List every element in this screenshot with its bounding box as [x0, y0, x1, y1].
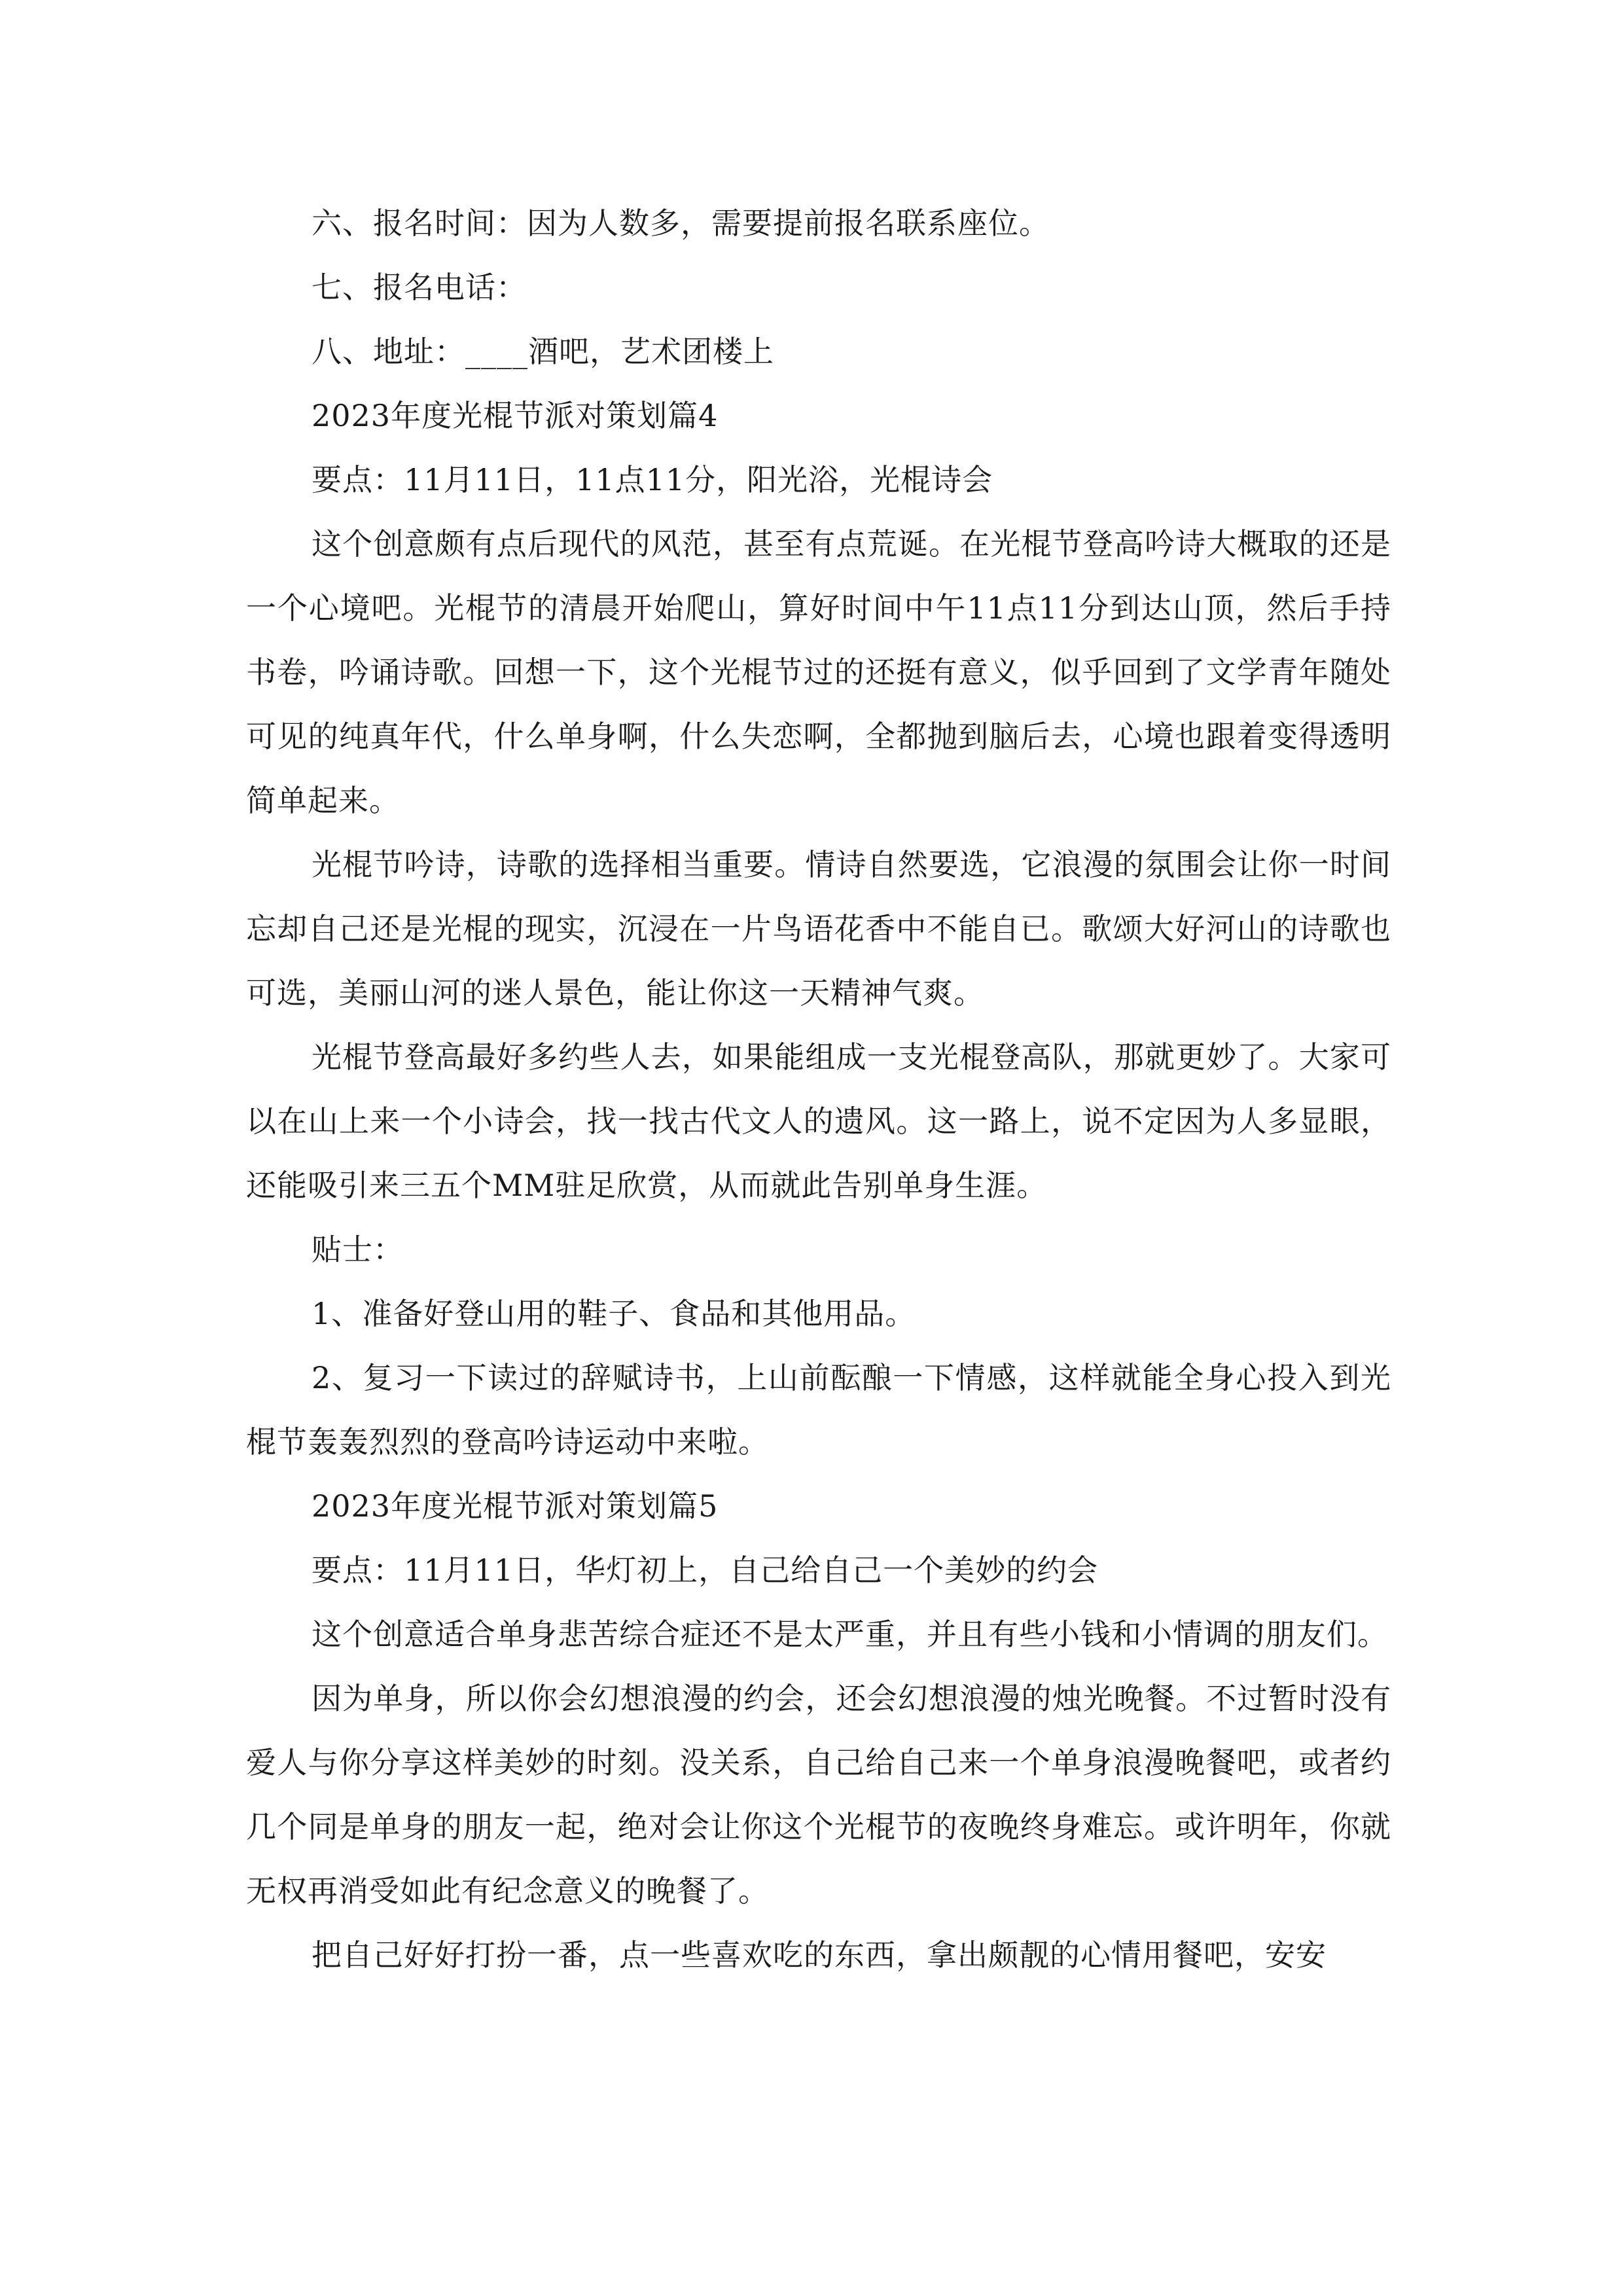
item-registration-phone: 七、报名电话：: [312, 270, 527, 305]
section-4-paragraph-1: 这个创意颇有点后现代的风范，甚至有点荒诞。在光棍节登高吟诗大概取的还是一个心境吧。光棍节的清晨开始爬山，算好时间中午11点11分到达山顶，然后手持书卷，吟诵诗歌。回想一下，这个光棍节过的还挺有意义，似乎回到了文学青年随处可见的纯真年代，什么单身啊，什么失恋啊，全都抛到脑后去，心境也跟着变得透明简单起来。: [246, 526, 1391, 818]
section-4-paragraph-2: 光棍节吟诗，诗歌的选择相当重要。情诗自然要选，它浪漫的氛围会让你一时间忘却自己还是光棍的现实，沉浸在一片鸟语花香中不能自已。歌颂大好河山的诗歌也可选，美丽山河的迷人景色，能让你这一天精神气爽。: [246, 847, 1391, 1011]
item-address: 八、地址：____酒吧，艺术团楼上: [312, 334, 774, 369]
section-5-paragraph-3: 把自己好好打扮一番，点一些喜欢吃的东西，拿出颇靓的心情用餐吧，安安: [312, 1937, 1327, 1973]
tip-2: 2、复习一下读过的辞赋诗书，上山前酝酿一下情感，这样就能全身心投入到光棍节轰轰烈烈的登高吟诗运动中来啦。: [246, 1360, 1391, 1460]
section-5-key-points: 要点：11月11日，华灯初上，自己给自己一个美妙的约会: [312, 1552, 1099, 1588]
section-4-paragraph-3: 光棍节登高最好多约些人去，如果能组成一支光棍登高队，那就更妙了。大家可以在山上来一个小诗会，找一找古代文人的遗风。这一路上，说不定因为人多显眼，还能吸引来三五个MM驻足欣赏，从而就此告别单身生涯。: [246, 1039, 1391, 1203]
tip-1: 1、准备好登山用的鞋子、食品和其他用品。: [312, 1296, 916, 1331]
section-5-paragraph-1: 这个创意适合单身悲苦综合症还不是太严重，并且有些小钱和小情调的朋友们。: [312, 1617, 1388, 1652]
tips-heading: 贴士：: [312, 1232, 404, 1267]
section-heading-4: 2023年度光棍节派对策划篇4: [312, 398, 719, 433]
section-heading-5: 2023年度光棍节派对策划篇5: [312, 1488, 719, 1524]
item-registration-time: 六、报名时间：因为人数多，需要提前报名联系座位。: [312, 206, 1050, 241]
section-4-key-points: 要点：11月11日，11点11分，阳光浴，光棍诗会: [312, 462, 993, 497]
section-5-paragraph-2: 因为单身，所以你会幻想浪漫的约会，还会幻想浪漫的烛光晚餐。不过暂时没有爱人与你分享这样美妙的时刻。没关系，自己给自己来一个单身浪漫晚餐吧，或者约几个同是单身的朋友一起，绝对会让你这个光棍节的夜晚终身难忘。或许明年，你就无权再消受如此有纪念意义的晚餐了。: [246, 1681, 1391, 1909]
document-body: [246, 191, 1391, 1987]
